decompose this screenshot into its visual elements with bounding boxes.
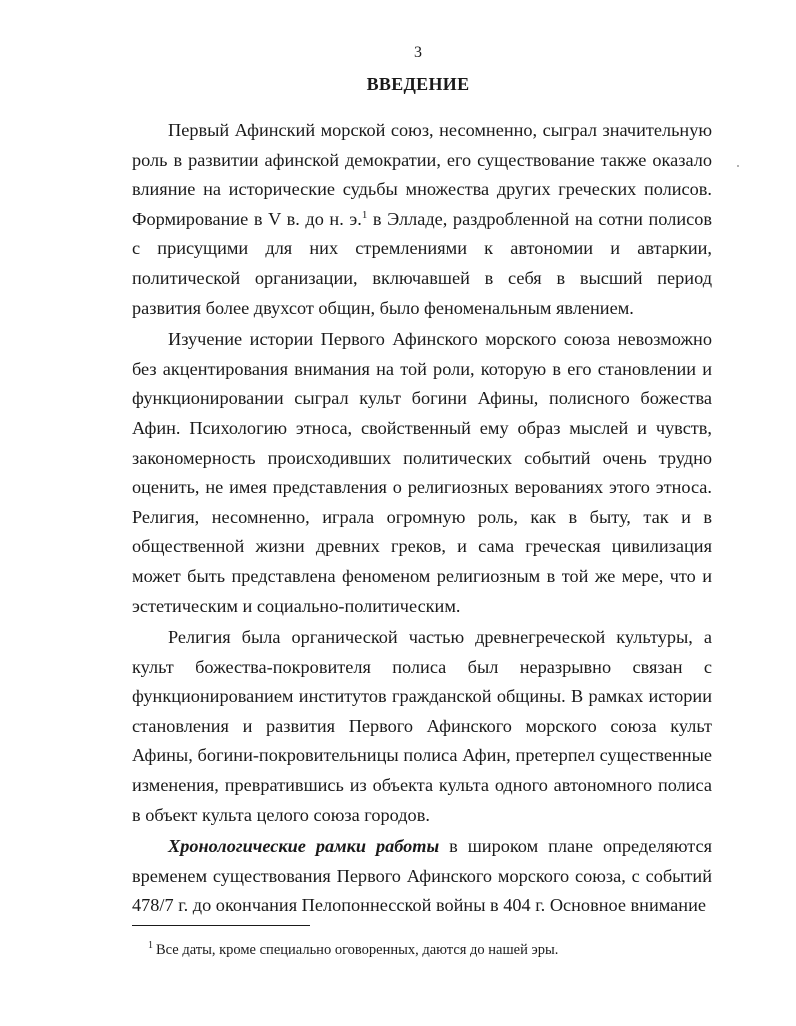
footnote-text: Все даты, кроме специально оговоренных, даются до нашей эры.: [156, 942, 559, 958]
paragraph-1-text-b: в Элладе, раздробленной на сотни полисов с присущими для них стремлениями к автономии и автаркии, политической организации, включавшей в себя в высший период развития более двухсот общин, было феноменальным явлением.: [132, 208, 712, 318]
paragraph-4-text: в широком плане определяются временем существования Первого Афинского морского союза, с событий 478/7 г. до окончания Пелопоннесской войны в 404 г. Основное внимание: [132, 836, 712, 916]
scan-speck: [737, 165, 739, 167]
chronological-scope-term: Хронологические рамки работы: [168, 836, 440, 857]
paragraph-4: [132, 832, 712, 921]
footnote-marker: 1: [148, 940, 153, 951]
footnote: [148, 941, 708, 959]
body-text: [132, 116, 712, 923]
footnote-reference: 1: [361, 208, 368, 221]
paragraph-3: Религия была органической частью древнегреческой культуры, а культ божества-покровителя полиса был неразрывно связан с функционированием институтов гражданской общины. В рамках истории становления и развития Первого Афинского морского союза культ Афины, богини-покровительницы полиса Афин, претерпел существенные изменения, превратившись из объекта культа одного автономного полиса в объект культа целого союза городов.: [132, 627, 712, 825]
paragraph-1-text-a: Первый Афинский морской союз, несомненно, сыграл значительную роль в развитии афинской демократии, его существование также оказало влияние на исторические судьбы множества других греческих полисов. Формирование в V в. до н. э.: [132, 120, 712, 229]
page-number: 3: [414, 44, 422, 61]
footnote-separator: [132, 925, 310, 926]
section-heading: ВВЕДЕНИЕ: [366, 74, 470, 94]
paragraph-2: Изучение истории Первого Афинского морского союза невозможно без акцентирования внимания на той роли, которую в его становлении и функционировании сыграл культ богини Афины, полисного божества Афин. Психологию этноса, свойственный ему образ мыслей и чувств, закономерность происходивших политических событий очень трудно оценить, не имея представления о религиозных верованиях этого этноса. Религия, несомненно, играла огромную роль, как в быту, так и в общественной жизни древних греков, и сама греческая цивилизация может быть представлена феноменом религиозным в той же мере, что и эстетическим и социально-политическим.: [132, 329, 712, 616]
paragraph-1: [132, 116, 712, 323]
